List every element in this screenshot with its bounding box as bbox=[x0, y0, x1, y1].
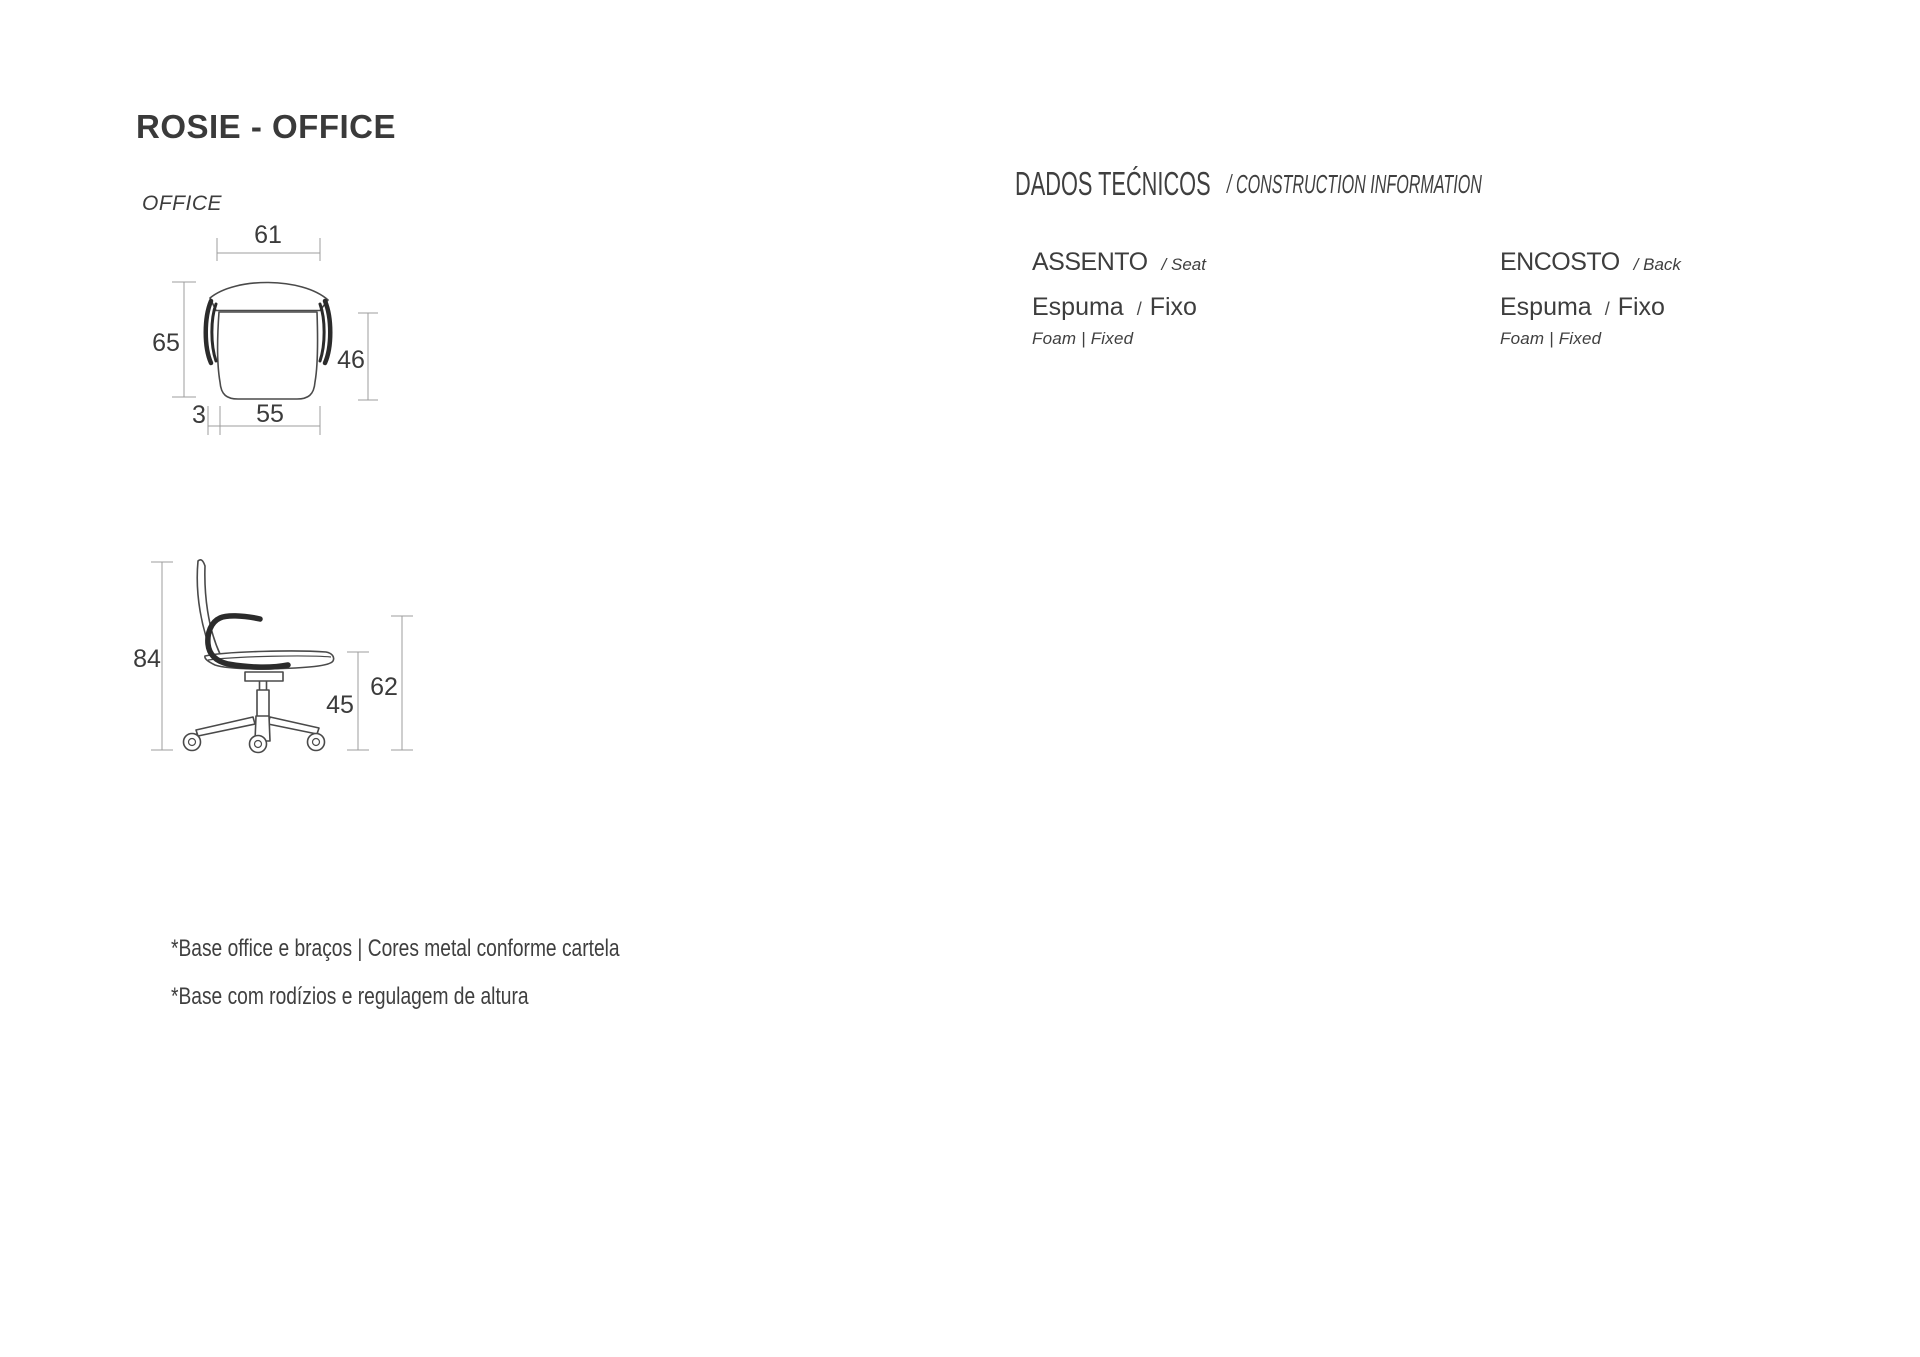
page-title: ROSIE - OFFICE bbox=[136, 108, 397, 145]
left-armrest bbox=[206, 301, 216, 363]
dim-label-seat-height: 45 bbox=[326, 691, 354, 719]
chair-back-shape bbox=[210, 282, 328, 310]
dim-seat-height bbox=[326, 652, 369, 750]
dim-label-back-height: 46 bbox=[337, 346, 365, 374]
technical-data-title-en: / CONSTRUCTION INFORMATION bbox=[1227, 169, 1482, 199]
spec-seat-heading bbox=[1032, 250, 1206, 275]
footnote-1: *Base office e braços | Cores metal conforme cartela bbox=[171, 935, 620, 962]
spec-seat-type: Fixo bbox=[1149, 293, 1197, 321]
spec-seat-material: Espuma bbox=[1032, 293, 1124, 321]
spec-block-back bbox=[1500, 250, 1681, 347]
spec-block-seat bbox=[1032, 250, 1206, 347]
chair-body-shape bbox=[218, 312, 318, 399]
chair-front-view-drawing bbox=[140, 215, 420, 450]
spec-seat-value bbox=[1032, 295, 1206, 320]
dim-back-height bbox=[337, 313, 378, 400]
spec-back-translation: Foam | Fixed bbox=[1500, 329, 1602, 348]
gas-lift bbox=[257, 679, 269, 718]
dim-overall-height bbox=[152, 282, 196, 397]
spec-seat-separator: / bbox=[1136, 299, 1142, 319]
dim-side-overall-height bbox=[133, 562, 173, 750]
spec-back-type: Fixo bbox=[1617, 293, 1665, 321]
spec-back-value bbox=[1500, 295, 1681, 320]
dim-label-overall-height: 65 bbox=[152, 329, 180, 357]
seat-mechanism bbox=[245, 672, 283, 681]
right-armrest bbox=[320, 301, 330, 363]
spec-back-material: Espuma bbox=[1500, 293, 1592, 321]
spec-back-separator: / bbox=[1604, 299, 1610, 319]
casters bbox=[184, 734, 325, 753]
dim-label-arm-height: 62 bbox=[370, 673, 398, 701]
spec-seat-label-pt: ASSENTO bbox=[1032, 248, 1148, 276]
spec-back-label-pt: ENCOSTO bbox=[1500, 248, 1620, 276]
dim-back-width bbox=[217, 221, 320, 261]
spec-seat-translation: Foam | Fixed bbox=[1032, 329, 1134, 348]
dim-bottom bbox=[192, 400, 320, 435]
spec-back-label-en: / Back bbox=[1633, 255, 1681, 274]
variant-label: OFFICE bbox=[142, 192, 222, 215]
dim-label-back-width: 61 bbox=[254, 221, 282, 249]
spec-back-heading bbox=[1500, 250, 1681, 275]
technical-data-header-en bbox=[1227, 171, 1638, 197]
dim-label-arm-offset: 3 bbox=[192, 401, 206, 429]
spec-seat-label-en: / Seat bbox=[1161, 255, 1206, 274]
dim-label-side-overall-height: 84 bbox=[133, 645, 161, 673]
footnote-2: *Base com rodízios e regulagem de altura bbox=[171, 983, 529, 1010]
dim-arm-height bbox=[370, 616, 413, 750]
dim-label-seat-width: 55 bbox=[256, 400, 284, 428]
technical-data-title: DADOS TEĆNICOS bbox=[1015, 165, 1211, 202]
chair-side-view-drawing bbox=[118, 548, 438, 783]
